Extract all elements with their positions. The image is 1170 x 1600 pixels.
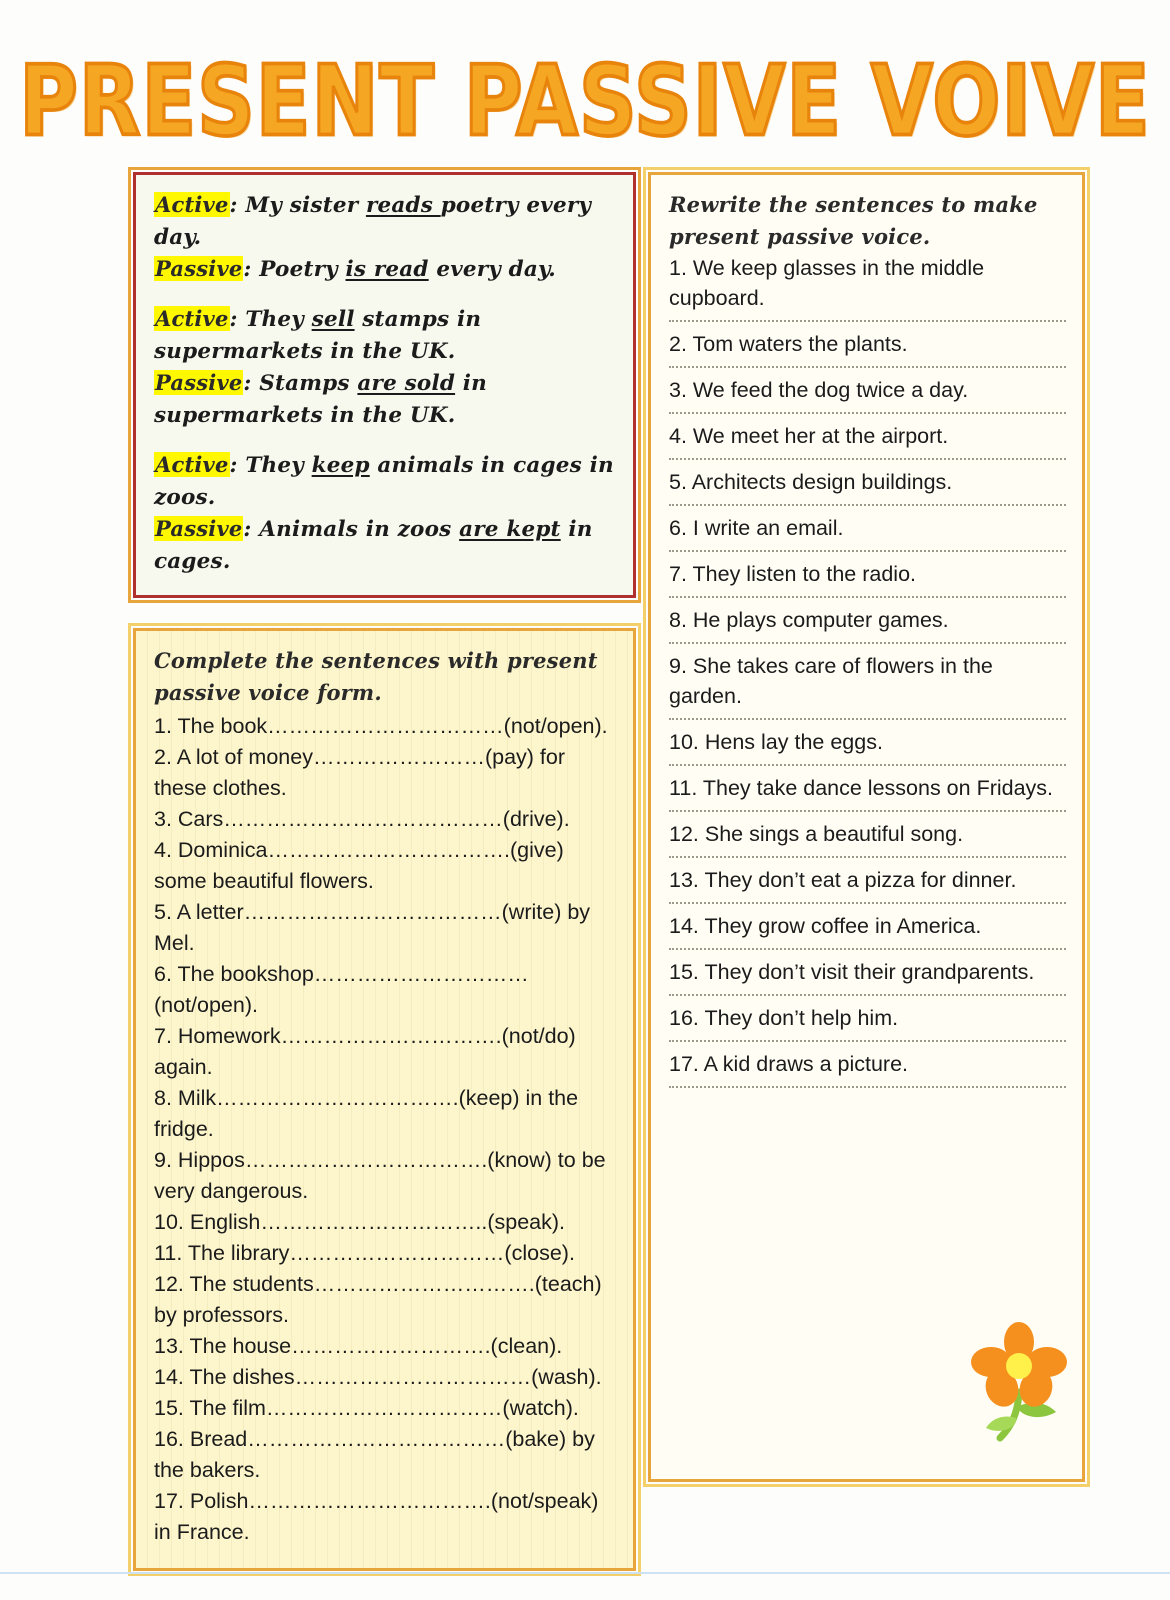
rewrite-item[interactable]: 12. She sings a beautiful song. <box>669 822 964 846</box>
complete-item[interactable]: 16. Bread………………………………(bake) by the bakers. <box>154 1427 595 1482</box>
complete-item[interactable]: 4. Dominica…………………………….(give) some beautiful flowers. <box>154 838 564 893</box>
rewrite-item[interactable]: 6. I write an email. <box>669 516 844 540</box>
example-passive-3 <box>154 513 615 577</box>
passive-label: Passive <box>155 370 243 395</box>
example-passive-1 <box>154 253 615 285</box>
rewrite-item[interactable]: 4. We meet her at the airport. <box>669 424 949 448</box>
rewrite-item[interactable]: 13. They don’t eat a pizza for dinner. <box>669 868 1017 892</box>
rewrite-item[interactable]: 1. We keep glasses in the middle cupboard. <box>669 256 985 310</box>
complete-item[interactable]: 6. The bookshop…………………………(not/open). <box>154 962 529 1017</box>
spacer <box>154 285 615 303</box>
example-active-3 <box>154 449 615 513</box>
complete-item[interactable]: 17. Polish…………………………….(not/speak) in France. <box>154 1489 599 1544</box>
active-text-pre: : They <box>229 453 312 478</box>
complete-item[interactable]: 3. Cars…………………………………(drive). <box>154 807 570 831</box>
active-text-post: poetry every day. <box>154 193 592 250</box>
active-label: Active <box>155 452 229 477</box>
complete-exercise-box <box>133 628 636 1571</box>
answer-line[interactable] <box>669 994 1066 996</box>
answer-line[interactable] <box>669 642 1066 644</box>
complete-item[interactable]: 8. Milk…………………………….(keep) in the fridge. <box>154 1086 579 1141</box>
passive-text-underline: are kept <box>459 517 561 542</box>
complete-item[interactable]: 1. The book……………………………(not/open). <box>154 714 608 738</box>
flower-icon <box>964 1314 1074 1449</box>
page-title: PRESENT PASSIVE VOIVE <box>19 44 1151 158</box>
passive-text-underline: is read <box>345 257 429 282</box>
complete-item[interactable]: 9. Hippos…………………………….(know) to be very dangerous. <box>154 1148 606 1203</box>
complete-item[interactable]: 11. The library…………………………(close). <box>154 1241 575 1265</box>
right-column <box>648 172 1085 1482</box>
complete-item[interactable]: 5. A letter………………………………(write) by Mel. <box>154 900 591 955</box>
passive-text-post: in supermarkets in the UK. <box>154 371 487 428</box>
active-text-post: animals in cages in zoos. <box>154 453 614 510</box>
rewrite-instruction: Rewrite the sentences to make present passive voice. <box>669 192 1038 249</box>
passive-text-post: every day. <box>428 257 556 282</box>
answer-line[interactable] <box>669 810 1066 812</box>
rewrite-item[interactable]: 16. They don’t help him. <box>669 1006 899 1030</box>
answer-line[interactable] <box>669 458 1066 460</box>
active-text-underline: reads <box>365 193 441 218</box>
passive-label: Passive <box>155 516 243 541</box>
answer-line[interactable] <box>669 1040 1066 1042</box>
complete-item[interactable]: 7. Homework………………………….(not/do) again. <box>154 1024 576 1079</box>
complete-item[interactable]: 15. The film……………………………(watch). <box>154 1396 579 1420</box>
rewrite-item[interactable]: 15. They don’t visit their grandparents. <box>669 960 1035 984</box>
rewrite-item[interactable]: 9. She takes care of flowers in the garden. <box>669 654 993 708</box>
passive-text-underline: are sold <box>357 371 456 396</box>
rewrite-item[interactable]: 17. A kid draws a picture. <box>669 1052 909 1076</box>
answer-line[interactable] <box>669 504 1066 506</box>
complete-item[interactable]: 13. The house……………………….(clean). <box>154 1334 563 1358</box>
answer-line[interactable] <box>669 902 1066 904</box>
active-text-underline: sell <box>311 307 355 332</box>
answer-line[interactable] <box>669 718 1066 720</box>
complete-item[interactable]: 2. A lot of money……………………(pay) for these clothes. <box>154 745 566 800</box>
active-text-pre: : My sister <box>229 193 366 218</box>
answer-line[interactable] <box>669 550 1066 552</box>
rewrite-item[interactable]: 3. We feed the dog twice a day. <box>669 378 969 402</box>
spacer <box>154 431 615 449</box>
complete-item[interactable]: 10. English…………………………..(speak). <box>154 1210 565 1234</box>
active-label: Active <box>155 192 229 217</box>
answer-line[interactable] <box>669 1086 1066 1088</box>
answer-line[interactable] <box>669 948 1066 950</box>
active-label: Active <box>155 306 229 331</box>
passive-text-pre: : Stamps <box>243 371 358 396</box>
examples-box <box>133 172 636 598</box>
answer-line[interactable] <box>669 596 1066 598</box>
active-text-pre: : They <box>229 307 312 332</box>
example-active-1 <box>154 189 615 253</box>
rewrite-item[interactable]: 2. Tom waters the plants. <box>669 332 908 356</box>
footer-divider <box>0 1572 1170 1574</box>
complete-item[interactable]: 12. The students………………………….(teach) by professors. <box>154 1272 602 1327</box>
active-text-underline: keep <box>311 453 370 478</box>
answer-line[interactable] <box>669 412 1066 414</box>
rewrite-item[interactable]: 10. Hens lay the eggs. <box>669 730 883 754</box>
answer-line[interactable] <box>669 320 1066 322</box>
answer-line[interactable] <box>669 366 1066 368</box>
complete-item[interactable]: 14. The dishes……………………………(wash). <box>154 1365 602 1389</box>
example-active-2 <box>154 303 615 367</box>
passive-text-pre: : Poetry <box>243 257 346 282</box>
answer-line[interactable] <box>669 764 1066 766</box>
example-passive-2 <box>154 367 615 431</box>
active-text-post: stamps in supermarkets in the UK. <box>154 307 482 364</box>
rewrite-item[interactable]: 14. They grow coffee in America. <box>669 914 982 938</box>
rewrite-item[interactable]: 11. They take dance lessons on Fridays. <box>669 776 1054 800</box>
passive-text-post: in cages. <box>154 517 593 574</box>
rewrite-item[interactable]: 7. They listen to the radio. <box>669 562 916 586</box>
left-column <box>133 172 636 1571</box>
answer-line[interactable] <box>669 856 1066 858</box>
rewrite-exercise-box <box>648 172 1085 1482</box>
passive-text-pre: : Animals in zoos <box>243 517 460 542</box>
complete-instruction: Complete the sentences with present passive voice form. <box>154 648 598 705</box>
rewrite-item[interactable]: 8. He plays computer games. <box>669 608 949 632</box>
rewrite-item[interactable]: 5. Architects design buildings. <box>669 470 953 494</box>
passive-label: Passive <box>155 256 243 281</box>
